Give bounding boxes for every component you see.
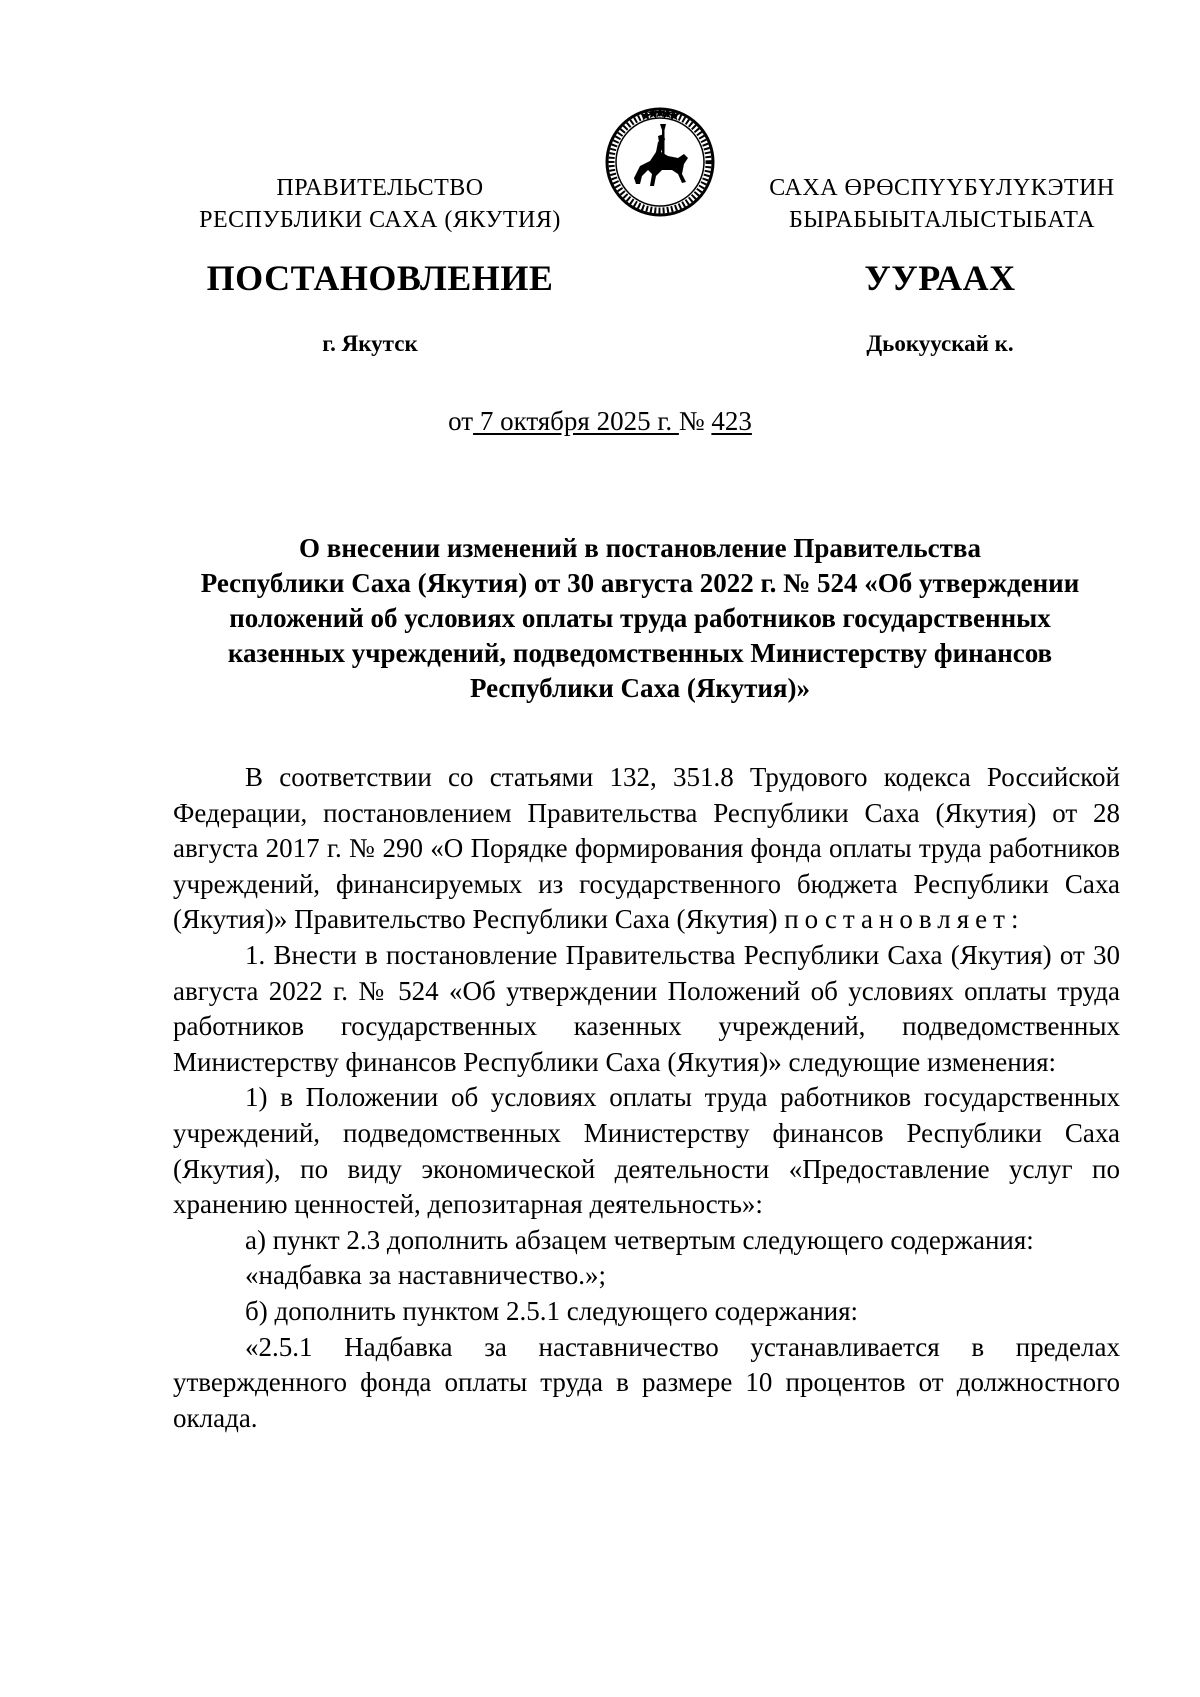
title-line: Республики Саха (Якутия)» bbox=[469, 673, 810, 703]
clause-1-paragraph: 1. Внести в постановление Правительства Республики Саха (Якутия) от 30 августа 2022 г. № 524 «Об утверждении Положений об условиях оплаты труда работников государственных казенных учреждений, подведомственных Министерству финансов Республики Саха (Якутия)» следующие изменения: bbox=[173, 939, 1120, 1077]
date-prefix: от bbox=[448, 406, 474, 436]
header-left bbox=[170, 172, 590, 236]
document-date: 7 октября 2025 г. bbox=[473, 406, 679, 436]
preamble-text: В соответствии со статьями 132, 351.8 Трудового кодекса Российской Федерации, постановлением Правительства Республики Саха (Якутия) от 28 августа 2017 г. № 290 «О Порядке формирования фонда оплаты труда работников учреждений, финансируемых из государственного бюджета Республики Саха (Якутия)» Правительство Республики Саха (Якутия) bbox=[173, 762, 1120, 935]
header-left-line2: РЕСПУБЛИКИ САХА (ЯКУТИЯ) bbox=[199, 207, 561, 233]
clause-a-text-paragraph: «надбавка за наставничество.»; bbox=[245, 1260, 606, 1291]
document-body bbox=[173, 760, 1120, 1436]
preamble-paragraph bbox=[173, 760, 1120, 938]
coat-of-arms-emblem-icon bbox=[604, 106, 716, 218]
city-russian: г. Якутск bbox=[322, 331, 418, 356]
title-line: О внесении изменений в постановление Правительства bbox=[299, 533, 981, 563]
doc-type-russian: ПОСТАНОВЛЕНИЕ bbox=[206, 258, 554, 298]
title-line: положений об условиях оплаты труда работников государственных bbox=[229, 603, 1051, 633]
clause-b-text-paragraph: «2.5.1 Надбавка за наставничество устанавливается в пределах утвержденного фонда оплаты труда в размере 10 процентов от должностного оклада. bbox=[173, 1331, 1120, 1433]
clause-a-paragraph: а) пункт 2.3 дополнить абзацем четвертым следующего содержания: bbox=[245, 1224, 1034, 1255]
title-line: Республики Саха (Якутия) от 30 августа 2022 г. № 524 «Об утверждении bbox=[200, 568, 1080, 598]
header-right-line2: БЫРАБЫЫТАЛЫСТЫБАТА bbox=[788, 207, 1096, 233]
resolves-word: постановляет: bbox=[784, 904, 1025, 935]
header-right bbox=[732, 172, 1152, 236]
city-yakut: Дьокуускай к. bbox=[866, 331, 1014, 356]
date-number-line bbox=[0, 405, 1200, 437]
clause-1-1-paragraph: 1) в Положении об условиях оплаты труда работников государственных учреждений, подведомственных Министерству финансов Республики Саха (Якутия), по виду экономической деятельности «Предоставление услуг по хранению ценностей, депозитарная деятельность»: bbox=[173, 1082, 1120, 1220]
header-left-line1: ПРАВИТЕЛЬСТВО bbox=[276, 175, 484, 201]
number-sign: № bbox=[678, 406, 712, 436]
header-right-line1: САХА ӨРӨСПҮҮБҮЛҮКЭТИН bbox=[769, 175, 1115, 201]
title-line: казенных учреждений, подведомственных Министерству финансов bbox=[227, 638, 1053, 668]
clause-b-paragraph: б) дополнить пунктом 2.5.1 следующего содержания: bbox=[245, 1295, 859, 1326]
document-number: 423 bbox=[711, 406, 752, 436]
document-title bbox=[160, 531, 1120, 706]
doc-type-yakut: УУРААХ bbox=[864, 258, 1016, 298]
